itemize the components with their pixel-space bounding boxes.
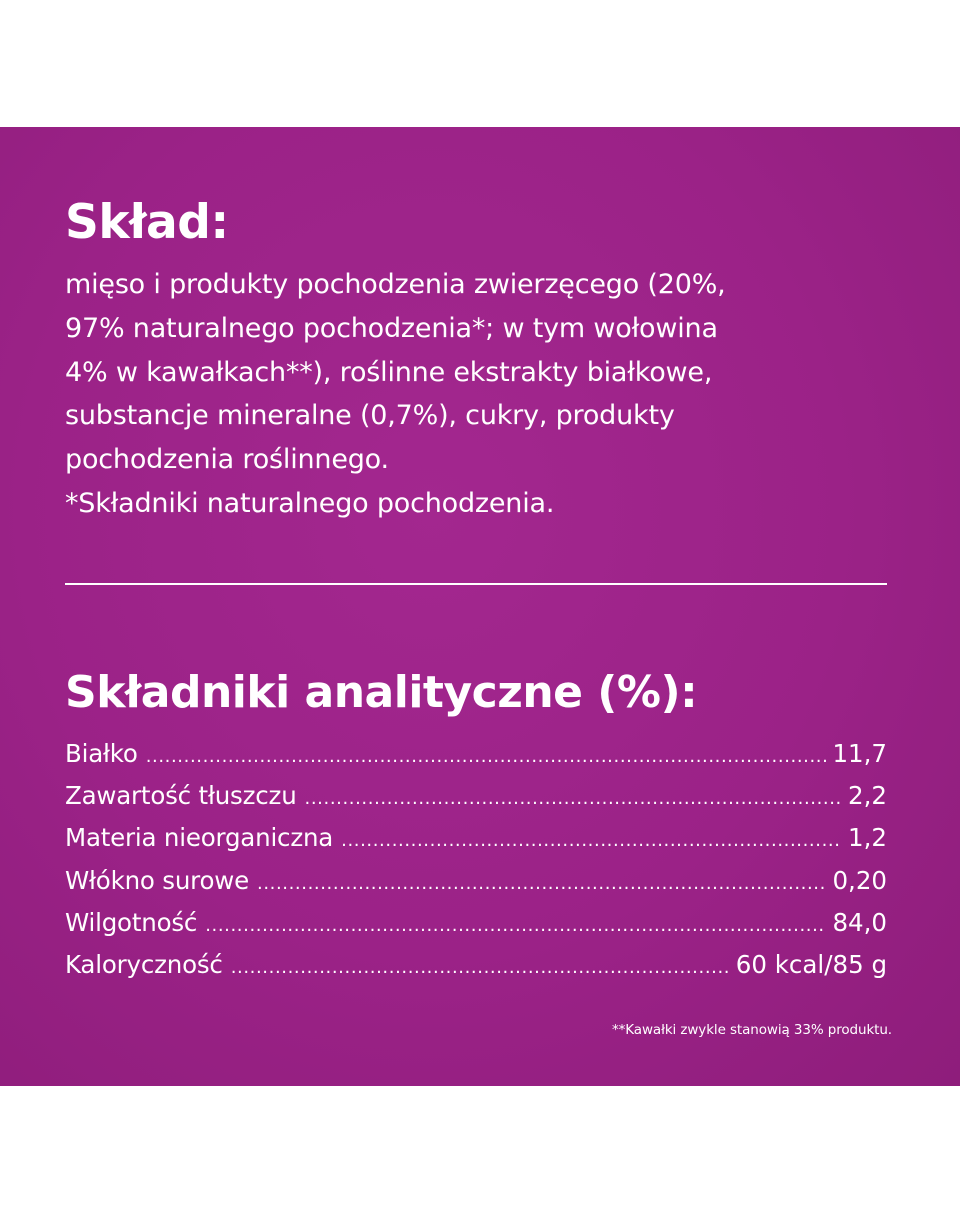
analysis-value: 84,0	[832, 907, 887, 937]
analysis-row-protein	[65, 733, 887, 775]
dot-leader	[341, 832, 842, 850]
composition-footnote-line: *Składniki naturalnego pochodzenia.	[65, 487, 555, 519]
section-divider	[65, 583, 887, 585]
analysis-row-moisture	[65, 902, 887, 944]
ingredients-panel	[0, 127, 960, 1086]
dot-leader	[257, 875, 826, 893]
dot-leader	[146, 748, 827, 766]
analysis-label: Kaloryczność	[65, 949, 223, 979]
analysis-value: 60 kcal/85 g	[735, 949, 887, 979]
analysis-row-ash	[65, 817, 887, 859]
dot-leader	[205, 917, 826, 935]
analysis-row-energy	[65, 944, 887, 986]
composition-line: mięso i produkty pochodzenia zwierzęcego (20%,	[65, 269, 726, 300]
dot-leader	[231, 959, 730, 977]
analysis-table	[65, 733, 887, 986]
analysis-label: Wilgotność	[65, 907, 198, 937]
analysis-row-fat	[65, 775, 887, 817]
analysis-label: Materia nieorganiczna	[65, 823, 334, 853]
analysis-value: 11,7	[832, 739, 887, 768]
analysis-value: 2,2	[848, 781, 887, 811]
composition-line: 4% w kawałkach**), roślinne ekstrakty białkowe,	[65, 356, 713, 388]
dot-leader	[305, 790, 843, 808]
composition-line: pochodzenia roślinnego.	[65, 444, 389, 476]
analysis-row-fibre	[65, 860, 887, 902]
chunks-footnote: **Kawałki zwykle stanowią 33% produktu.	[611, 1022, 892, 1038]
analysis-label: Włókno surowe	[65, 865, 249, 895]
analysis-value: 1,2	[848, 823, 887, 853]
composition-line: substancje mineralne (0,7%), cukry, produkty	[65, 400, 675, 432]
analysis-label: Białko	[65, 739, 138, 768]
analysis-heading: Składniki analityczne (%):	[65, 667, 698, 718]
analysis-label: Zawartość tłuszczu	[65, 781, 297, 811]
composition-line: 97% naturalnego pochodzenia*; w tym wołowina	[65, 312, 718, 344]
composition-heading: Skład:	[65, 195, 229, 250]
composition-text	[65, 263, 895, 526]
analysis-value: 0,20	[832, 865, 887, 895]
